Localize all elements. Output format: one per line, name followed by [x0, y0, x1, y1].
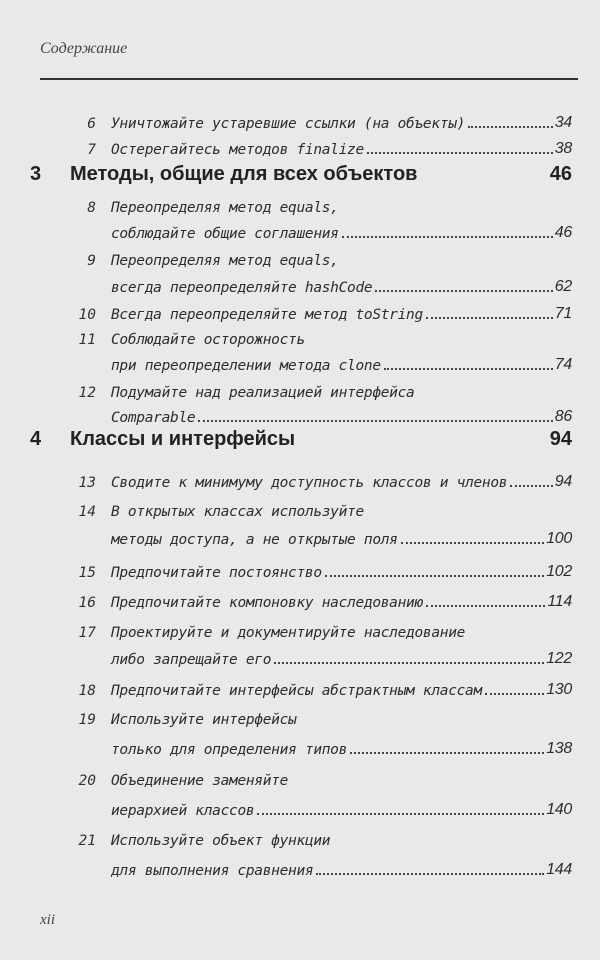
dot-leader — [426, 317, 553, 319]
entry-text-line — [70, 163, 572, 186]
toc-entry-line — [0, 190, 600, 216]
dot-leader — [257, 813, 544, 815]
entry-title: Подумайте над реализацией интерфейса — [111, 385, 415, 401]
chapter-number: 3 — [30, 163, 42, 185]
entry-title: Используйте интерфейсы — [111, 712, 297, 728]
entry-text-line — [111, 385, 572, 401]
entry-text-line — [111, 530, 572, 548]
item-number: 14 — [78, 504, 96, 520]
page-ref: 46 — [549, 163, 572, 185]
entry-title: Всегда переопределяйте метод toString — [111, 307, 423, 323]
entry-title: Используйте объект функции — [111, 833, 331, 849]
dot-leader — [375, 290, 552, 292]
entry-text-line — [111, 712, 572, 728]
dot-leader — [510, 485, 553, 487]
entry-text-line — [111, 224, 572, 242]
page-ref: 94 — [549, 428, 572, 450]
entry-title: либо запрещайте его — [111, 652, 272, 668]
toc-entry-line — [0, 494, 600, 520]
entry-text-line — [70, 428, 572, 451]
entry-text-line — [111, 114, 572, 132]
item-number: 10 — [78, 307, 96, 323]
page-ref: 144 — [546, 861, 572, 878]
chapter-heading — [0, 160, 600, 186]
page-ref: 122 — [546, 650, 572, 667]
item-number: 7 — [87, 142, 96, 158]
toc-entry-line — [0, 615, 600, 641]
page-ref: 100 — [546, 530, 572, 547]
toc-entry-line — [0, 106, 600, 132]
toc-entry-line — [0, 297, 600, 323]
entry-text-line — [111, 833, 572, 849]
dot-leader — [367, 152, 553, 154]
page-number: xii — [40, 912, 55, 928]
toc-entry-line — [0, 585, 600, 611]
entry-title: Объединение заменяйте — [111, 773, 289, 789]
entry-title: Переопределяя метод equals, — [111, 253, 339, 269]
toc-entry-line — [0, 853, 600, 879]
item-number: 18 — [78, 683, 96, 699]
toc-entry-line — [0, 702, 600, 728]
header-rule — [40, 78, 578, 80]
entry-text-line — [111, 740, 572, 758]
dot-leader — [485, 693, 544, 695]
entry-text-line — [111, 140, 572, 158]
toc-entry-line — [0, 465, 600, 491]
page-ref: 138 — [546, 740, 572, 757]
dot-leader — [342, 236, 553, 238]
item-number: 8 — [87, 200, 96, 216]
item-number: 15 — [78, 565, 96, 581]
entry-text-line — [111, 801, 572, 819]
entry-text-line — [111, 408, 572, 426]
toc-entry-line — [0, 732, 600, 758]
entry-title: Переопределяя метод equals, — [111, 200, 339, 216]
entry-text-line — [111, 200, 572, 216]
item-number: 17 — [78, 625, 96, 641]
item-number: 20 — [78, 773, 96, 789]
page-ref: 62 — [554, 278, 572, 295]
toc-entry-line — [0, 243, 600, 269]
page-ref: 86 — [554, 408, 572, 425]
item-number: 6 — [87, 116, 96, 132]
entry-title: всегда переопределяйте hashCode — [111, 280, 373, 296]
entry-title: только для определения типов — [111, 742, 348, 758]
toc-entry-line — [0, 793, 600, 819]
entry-text-line — [111, 473, 572, 491]
entry-text-line — [111, 650, 572, 668]
entry-text-line — [111, 278, 572, 296]
entry-text-line — [111, 861, 572, 879]
toc-entry-line — [0, 763, 600, 789]
page-ref: 102 — [546, 563, 572, 580]
entry-title: Comparable — [111, 410, 196, 426]
entry-text-line — [111, 681, 572, 699]
dot-leader — [274, 662, 544, 664]
entry-title: Остерегайтесь методов finalize — [111, 142, 364, 158]
dot-leader — [316, 873, 544, 875]
entry-text-line — [111, 305, 572, 323]
entry-text-line — [111, 504, 572, 520]
toc-entry-line — [0, 400, 600, 426]
toc-entry-line — [0, 132, 600, 158]
page-ref: 34 — [554, 114, 572, 131]
entry-text-line — [111, 332, 572, 348]
dot-leader — [468, 126, 553, 128]
entry-text-line — [111, 773, 572, 789]
toc-entry-line — [0, 555, 600, 581]
item-number: 9 — [87, 253, 96, 269]
entry-text-line — [111, 625, 572, 641]
entry-title: Уничтожайте устаревшие ссылки (на объекты) — [111, 116, 466, 132]
entry-title: Предпочитайте интерфейсы абстрактным классам — [111, 683, 482, 699]
item-number: 21 — [78, 833, 96, 849]
entry-title: для выполнения сравнения — [111, 863, 314, 879]
running-header: Содержание — [40, 40, 128, 57]
toc-entry-line — [0, 823, 600, 849]
entry-title: при переопределении метода clone — [111, 358, 381, 374]
entry-title: иерархией классов — [111, 803, 255, 819]
page-ref: 114 — [547, 593, 572, 610]
entry-text-line — [111, 593, 572, 611]
chapter-heading — [0, 425, 600, 451]
dot-leader — [325, 575, 544, 577]
entry-title: В открытых классах используйте — [111, 504, 364, 520]
item-number: 11 — [78, 332, 96, 348]
entry-text-line — [111, 563, 572, 581]
dot-leader — [426, 605, 545, 607]
entry-title: Соблюдайте осторожность — [111, 332, 305, 348]
item-number: 12 — [78, 385, 96, 401]
page-ref: 130 — [546, 681, 572, 698]
entry-title: Сводите к минимуму доступность классов и членов — [111, 475, 508, 491]
dot-leader — [401, 542, 545, 544]
entry-title: Предпочитайте постоянство — [111, 565, 322, 581]
toc-entry-line — [0, 216, 600, 242]
entry-text-line — [111, 253, 572, 269]
page-ref: 46 — [554, 224, 572, 241]
page-ref: 140 — [546, 801, 572, 818]
toc-entry-line — [0, 673, 600, 699]
entry-title: Классы и интерфейсы — [70, 428, 296, 450]
dot-leader — [350, 752, 544, 754]
entry-title: методы доступа, а не открытые поля — [111, 532, 398, 548]
page-ref: 74 — [554, 356, 572, 373]
item-number: 19 — [78, 712, 96, 728]
toc-entry-line — [0, 322, 600, 348]
toc-entry-line — [0, 522, 600, 548]
entry-title: Предпочитайте компоновку наследованию — [111, 595, 423, 611]
toc-entry-line — [0, 375, 600, 401]
page-ref: 38 — [554, 140, 572, 157]
entry-title: Методы, общие для всех объектов — [70, 163, 418, 185]
item-number: 13 — [78, 475, 96, 491]
toc-entry-line — [0, 270, 600, 296]
dot-leader — [384, 368, 553, 370]
entry-title: Проектируйте и документируйте наследование — [111, 625, 466, 641]
chapter-number: 4 — [30, 428, 42, 450]
entry-text-line — [111, 356, 572, 374]
dot-leader — [198, 420, 552, 422]
entry-title: соблюдайте общие соглашения — [111, 226, 339, 242]
toc-entry-line — [0, 348, 600, 374]
toc-entry-line — [0, 642, 600, 668]
page-ref: 94 — [554, 473, 572, 490]
item-number: 16 — [78, 595, 96, 611]
page-ref: 71 — [554, 305, 572, 322]
